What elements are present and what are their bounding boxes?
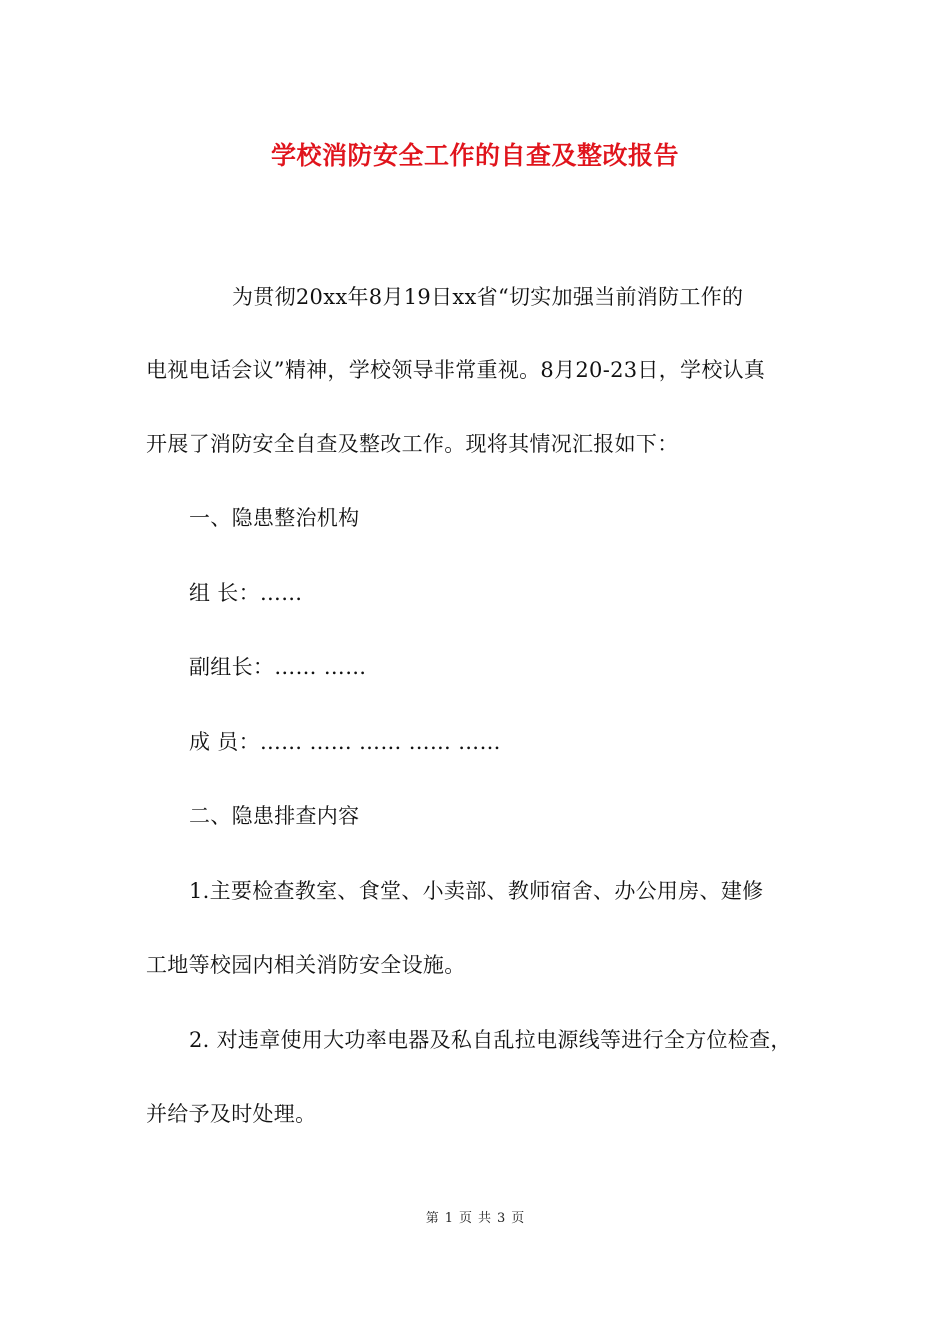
paragraph-1-line-1: 为贯彻20xx年8月19日xx省“切实加强当前消防工作的 xyxy=(232,285,744,309)
section-2-heading: 二、隐患排查内容 xyxy=(189,804,360,828)
item-1-line-1: 1.主要检查教室、食堂、小卖部、教师宿舍、办公用房、建修 xyxy=(189,879,764,903)
footer-prefix: 第 xyxy=(425,1211,439,1226)
footer-suffix: 页 xyxy=(511,1211,525,1226)
footer-total-word: 共 xyxy=(478,1211,492,1226)
footer-page-word: 页 xyxy=(458,1211,472,1226)
paragraph-1-line-3: 开展了消防安全自查及整改工作。现将其情况汇报如下： xyxy=(146,432,679,456)
members-line: 成 员：…… …… …… …… …… xyxy=(189,730,501,754)
item-1-line-2: 工地等校园内相关消防安全设施。 xyxy=(146,953,466,977)
paragraph-1-line-2: 电视电话会议”精神，学校领导非常重视。8月20-23日，学校认真 xyxy=(146,358,766,382)
group-leader-line: 组 长：…… xyxy=(189,581,303,605)
page-footer xyxy=(0,1207,950,1226)
footer-page-number: 1 xyxy=(444,1211,453,1226)
section-1-heading: 一、隐患整治机构 xyxy=(189,506,360,530)
document-title: 学校消防安全工作的自查及整改报告 xyxy=(270,141,679,170)
item-2-line-1: 2. 对违章使用大功率电器及私自乱拉电源线等进行全方位检查， xyxy=(189,1028,792,1052)
footer-total-pages: 3 xyxy=(497,1211,506,1226)
item-2-line-2: 并给予及时处理。 xyxy=(146,1102,317,1126)
deputy-leader-line: 副组长：…… …… xyxy=(189,655,367,679)
